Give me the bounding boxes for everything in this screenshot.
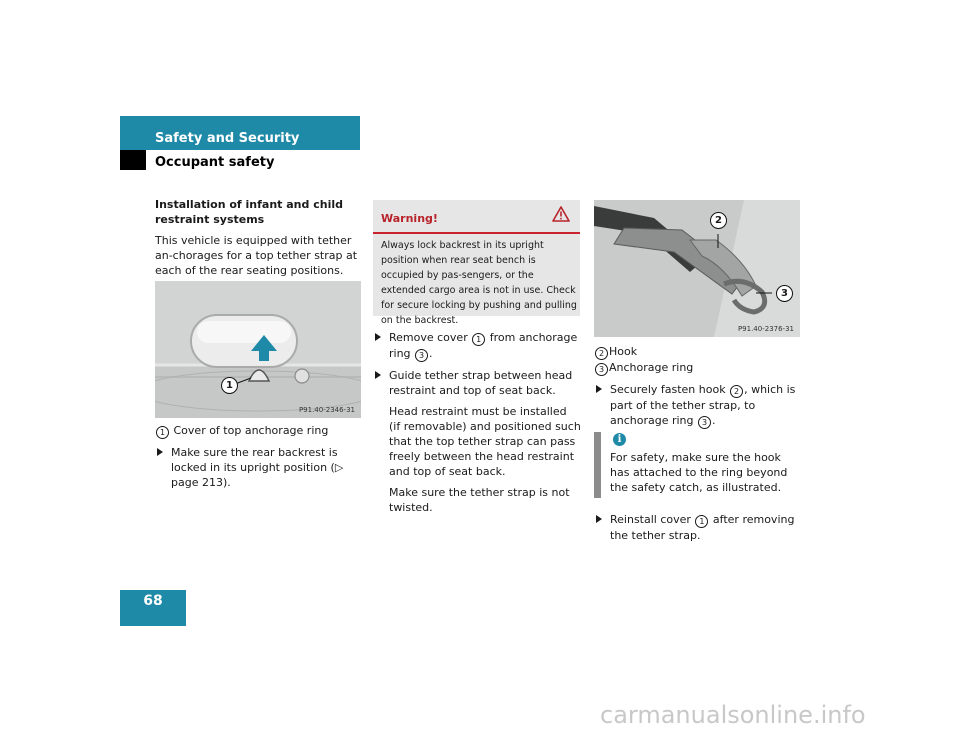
callout-3: 3	[776, 285, 793, 302]
bullet-backrest-locked	[155, 445, 363, 490]
legend-ring	[594, 360, 802, 376]
callout-1: 1	[221, 377, 238, 394]
column-1	[155, 197, 363, 278]
head-restraint-illustration	[155, 281, 361, 418]
text-part: , which is part of the tether strap, to anchorage ring	[610, 383, 796, 427]
legend-number: 2	[595, 347, 608, 360]
text-part: .	[429, 347, 433, 360]
column-3-final	[594, 512, 802, 543]
head-restraint-note: Head restraint must be installed (if removable) and positioned such that the top tether strap can pass freely between the head restraint and top of seat back.	[389, 405, 581, 478]
subsection-title: Occupant safety	[155, 155, 275, 170]
figure-code: P91.40-2376-31	[737, 325, 794, 333]
callout-ref-1: 1	[695, 515, 708, 528]
legend-label: Hook	[609, 345, 638, 358]
column-2-instructions	[373, 330, 581, 515]
column-1-lower	[155, 423, 363, 490]
warning-text: Always lock backrest in its upright position when rear seat bench is occupied by pas-sengers, or the extended cargo area is not in use. Check for secure locking by pushing and pulling on the backrest.	[381, 240, 577, 326]
bullet-remove-cover	[373, 330, 581, 362]
section-title: Safety and Security	[155, 131, 300, 146]
callout-ref-3: 3	[415, 349, 428, 362]
intro-paragraph: This vehicle is equipped with tether an-chorages for a top tether strap at each of the rear seating positions.	[155, 234, 358, 277]
figure-hook-ring	[594, 200, 800, 337]
bullet-arrow-icon	[596, 385, 602, 393]
bullet-text: Make sure the rear backrest is locked in its upright position (▷ page 213).	[171, 446, 344, 489]
text-part: after removing the tether strap.	[610, 513, 795, 542]
figure-caption	[155, 423, 363, 439]
warning-box	[373, 200, 580, 326]
bullet-arrow-icon	[157, 448, 163, 456]
watermark: carmanualsonline.info	[600, 701, 866, 729]
bullet-arrow-icon	[375, 333, 381, 341]
callout-ref-2: 2	[730, 385, 743, 398]
text-part: from anchorage ring	[389, 331, 578, 360]
page-number: 68	[143, 593, 163, 609]
text-part: Remove cover	[389, 331, 468, 344]
bullet-guide-strap	[373, 368, 581, 398]
bullet-arrow-icon	[596, 515, 602, 523]
caption-text: Cover of top anchorage ring	[173, 424, 329, 437]
caption-number: 1	[156, 426, 169, 439]
legend-label: Anchorage ring	[609, 361, 694, 374]
bullet-text: Guide tether strap between head restraint and top of seat back.	[389, 369, 573, 397]
text-part: Reinstall cover	[610, 513, 691, 526]
bullet-reinstall-cover	[594, 512, 802, 543]
text-part: Securely fasten hook	[610, 383, 726, 396]
warning-triangle-icon	[552, 206, 570, 226]
legend-hook	[594, 344, 802, 360]
hook-illustration	[594, 200, 800, 337]
warning-rule	[373, 232, 580, 234]
callout-2: 2	[710, 212, 727, 229]
info-text: For safety, make sure the hook has attached to the ring beyond the safety catch, as illustrated.	[610, 451, 788, 494]
section-heading: Installation of infant and child restraint systems	[155, 198, 343, 226]
callout-ref-3: 3	[698, 416, 711, 429]
figure-code: P91.40-2346-31	[298, 406, 355, 414]
text-part: .	[712, 414, 716, 427]
warning-title: Warning!	[381, 212, 438, 225]
info-icon: i	[613, 433, 626, 446]
legend-number: 3	[595, 363, 608, 376]
bullet-fasten-hook	[594, 382, 802, 429]
twist-note: Make sure the tether strap is not twisted.	[389, 486, 570, 514]
header-marker	[120, 150, 146, 170]
bullet-arrow-icon	[375, 371, 381, 379]
column-3-text	[594, 344, 802, 429]
figure-anchorage-cover	[155, 281, 361, 418]
callout-ref-1: 1	[472, 333, 485, 346]
info-bar	[594, 432, 601, 498]
